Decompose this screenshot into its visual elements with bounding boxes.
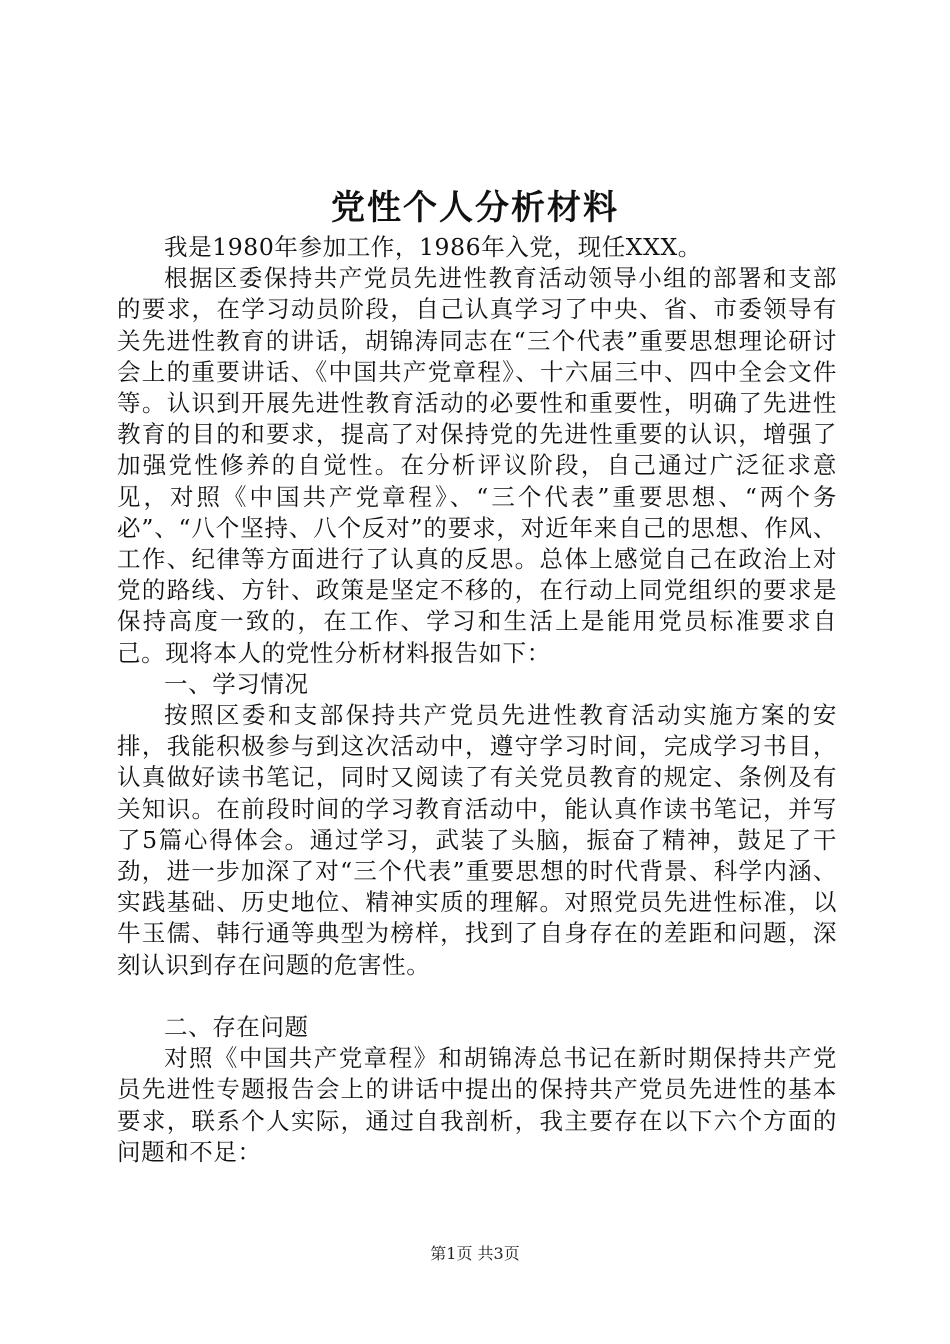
- blank-line: [117, 981, 837, 1012]
- page-footer: 第1页 共3页: [430, 1244, 520, 1263]
- paragraph-problems: 对照《中国共产党章程》和胡锦涛总书记在新时期保持共产党员先进性专题报告会上的讲话中提出的保持共产党员先进性的基本要求，联系个人实际，通过自我剖析，我主要存在以下六个方面的问题和不足：: [117, 1044, 837, 1166]
- section-heading-study: 一、学习情况: [164, 669, 309, 698]
- paragraph-intro: 我是1980年参加工作，1986年入党，现任XXX。: [164, 233, 702, 261]
- section-heading-problems: 二、存在问题: [164, 1013, 309, 1042]
- document-title: 党性个人分析材料: [331, 188, 619, 228]
- paragraph-study: 按照区委和支部保持共产党员先进性教育活动实施方案的安排，我能积极参与到这次活动中，遵守学习时间，完成学习书目，认真做好读书笔记，同时又阅读了有关党员教育的规定、条例及有关知识。在前段时间的学习教育活动中，能认真作读书笔记，并写了5篇心得体会。通过学习，武装了头脑，振奋了精神，鼓足了干劲，进一步加深了对“三个代表”重要思想的时代背景、科学内涵、实践基础、历史地位、精神实质的理解。对照党员先进性标准，以牛玉儒、韩行通等典型为榜样，找到了自身存在的差距和问题，深刻认识到存在问题的危害性。: [117, 701, 837, 979]
- document-body: [117, 232, 837, 1168]
- paragraph-background: 根据区委保持共产党员先进性教育活动领导小组的部署和支部的要求，在学习动员阶段，自己认真学习了中央、省、市委领导有关先进性教育的讲话，胡锦涛同志在“三个代表”重要思想理论研讨会上的重要讲话、《中国共产党章程》、十六届三中、四中全会文件等。认识到开展先进性教育活动的必要性和重要性，明确了先进性教育的目的和要求，提高了对保持党的先进性重要的认识，增强了加强党性修养的自觉性。在分析评议阶段，自己通过广泛征求意见，对照《中国共产党章程》、“三个代表”重要思想、“两个务必”、“八个坚持、八个反对”的要求，对近年来自己的思想、作风、工作、纪律等方面进行了认真的反思。总体上感觉自己在政治上对党的路线、方针、政策是坚定不移的，在行动上同党组织的要求是保持高度一致的，在工作、学习和生活上是能用党员标准要求自己。现将本人的党性分析材料报告如下：: [117, 264, 837, 667]
